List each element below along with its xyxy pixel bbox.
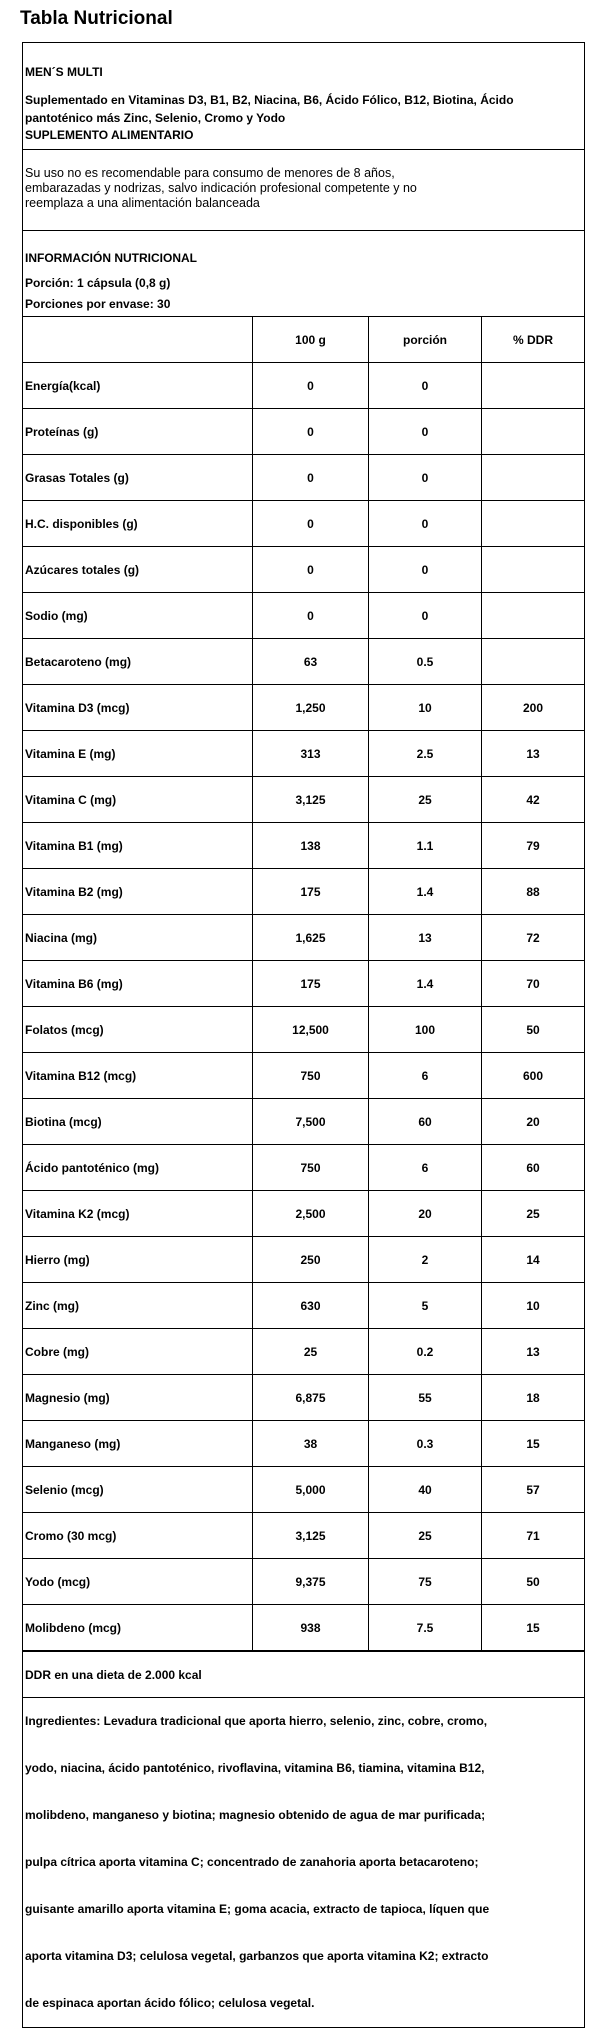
per-100g-value: 7,500 [253, 1099, 369, 1145]
table-header-row [23, 317, 584, 363]
ddr-note: DDR en una dieta de 2.000 kcal [23, 1652, 584, 1698]
table-row [23, 1421, 584, 1467]
per-100g-value: 175 [253, 869, 369, 915]
per-100g-value: 3,125 [253, 1513, 369, 1559]
per-portion-value: 75 [369, 1559, 482, 1605]
nutrient-name: Manganeso (mg) [23, 1421, 253, 1467]
per-portion-value: 7.5 [369, 1605, 482, 1651]
nutrient-name: Folatos (mcg) [23, 1007, 253, 1053]
per-portion-value: 0 [369, 455, 482, 501]
ingredients-line: yodo, niacina, ácido pantoténico, rivoflavina, vitamina B6, tiamina, vitamina B12, [25, 1761, 485, 1775]
table-row [23, 823, 584, 869]
table-row [23, 1329, 584, 1375]
product-description-line-1: Suplementado en Vitaminas D3, B1, B2, Niacina, B6, Ácido Fólico, B12, Biotina, Ácido [25, 93, 514, 107]
table-row [23, 455, 584, 501]
per-100g-value: 0 [253, 547, 369, 593]
table-row [23, 593, 584, 639]
per-100g-value: 6,875 [253, 1375, 369, 1421]
nutrient-name: H.C. disponibles (g) [23, 501, 253, 547]
per-portion-value: 0.5 [369, 639, 482, 685]
per-portion-value: 0 [369, 593, 482, 639]
ddr-percent [482, 593, 585, 639]
ddr-percent: 10 [482, 1283, 585, 1329]
nutrient-name: Cobre (mg) [23, 1329, 253, 1375]
portion-text: Porción: 1 cápsula (0,8 g) [25, 276, 171, 290]
per-portion-value: 0 [369, 409, 482, 455]
info-section [23, 231, 584, 317]
table-row [23, 1099, 584, 1145]
ddr-percent: 200 [482, 685, 585, 731]
ddr-percent: 50 [482, 1007, 585, 1053]
ddr-percent: 88 [482, 869, 585, 915]
table-row [23, 1283, 584, 1329]
nutrient-name: Zinc (mg) [23, 1283, 253, 1329]
ingredients-line: aporta vitamina D3; celulosa vegetal, garbanzos que aporta vitamina K2; extracto [25, 1949, 489, 1963]
nutrient-name: Sodio (mg) [23, 593, 253, 639]
nutrient-name: Vitamina B2 (mg) [23, 869, 253, 915]
ddr-percent: 57 [482, 1467, 585, 1513]
ddr-percent: 13 [482, 1329, 585, 1375]
ddr-percent [482, 363, 585, 409]
per-portion-value: 25 [369, 777, 482, 823]
table-row [23, 409, 584, 455]
warning-line-1: Su uso no es recomendable para consumo de menores de 8 años, [25, 166, 395, 180]
info-heading: INFORMACIÓN NUTRICIONAL [25, 251, 197, 265]
table-row [23, 777, 584, 823]
ddr-percent: 79 [482, 823, 585, 869]
nutrient-name: Selenio (mcg) [23, 1467, 253, 1513]
ddr-percent [482, 455, 585, 501]
per-100g-value: 9,375 [253, 1559, 369, 1605]
table-row [23, 1145, 584, 1191]
column-header: porción [369, 317, 482, 363]
ddr-percent: 20 [482, 1099, 585, 1145]
per-100g-value: 630 [253, 1283, 369, 1329]
per-100g-value: 12,500 [253, 1007, 369, 1053]
per-portion-value: 0 [369, 501, 482, 547]
per-portion-value: 2 [369, 1237, 482, 1283]
ddr-percent: 25 [482, 1191, 585, 1237]
per-100g-value: 938 [253, 1605, 369, 1651]
nutrient-name: Molibdeno (mcg) [23, 1605, 253, 1651]
per-portion-value: 2.5 [369, 731, 482, 777]
table-row [23, 1559, 584, 1605]
nutrient-name: Vitamina K2 (mcg) [23, 1191, 253, 1237]
per-100g-value: 25 [253, 1329, 369, 1375]
nutrient-name: Biotina (mcg) [23, 1099, 253, 1145]
ddr-percent [482, 409, 585, 455]
per-portion-value: 10 [369, 685, 482, 731]
table-row [23, 1605, 584, 1651]
nutrient-name: Vitamina C (mg) [23, 777, 253, 823]
per-portion-value: 6 [369, 1145, 482, 1191]
nutrient-name: Vitamina B6 (mg) [23, 961, 253, 1007]
ddr-percent: 18 [482, 1375, 585, 1421]
ddr-percent: 70 [482, 961, 585, 1007]
per-portion-value: 25 [369, 1513, 482, 1559]
table-row [23, 1375, 584, 1421]
per-100g-value: 750 [253, 1145, 369, 1191]
per-100g-value: 5,000 [253, 1467, 369, 1513]
ingredients-section [23, 1698, 584, 2027]
column-header: % DDR [482, 317, 585, 363]
per-portion-value: 1.1 [369, 823, 482, 869]
table-row [23, 639, 584, 685]
per-portion-value: 100 [369, 1007, 482, 1053]
ddr-percent: 60 [482, 1145, 585, 1191]
per-portion-value: 6 [369, 1053, 482, 1099]
per-100g-value: 750 [253, 1053, 369, 1099]
per-portion-value: 40 [369, 1467, 482, 1513]
per-100g-value: 63 [253, 639, 369, 685]
per-portion-value: 1.4 [369, 869, 482, 915]
nutrient-name: Niacina (mg) [23, 915, 253, 961]
table-row [23, 869, 584, 915]
per-portion-value: 60 [369, 1099, 482, 1145]
table-row [23, 1467, 584, 1513]
ddr-percent: 13 [482, 731, 585, 777]
per-100g-value: 38 [253, 1421, 369, 1467]
nutrient-table [23, 317, 584, 1651]
nutrient-name: Grasas Totales (g) [23, 455, 253, 501]
per-portion-value: 13 [369, 915, 482, 961]
table-row [23, 1191, 584, 1237]
column-header [23, 317, 253, 363]
nutrient-name: Vitamina B1 (mg) [23, 823, 253, 869]
warning-line-2: embarazadas y nodrizas, salvo indicación profesional competente y no [25, 181, 417, 195]
per-100g-value: 2,500 [253, 1191, 369, 1237]
nutrient-name: Yodo (mcg) [23, 1559, 253, 1605]
ddr-percent: 72 [482, 915, 585, 961]
product-type: SUPLEMENTO ALIMENTARIO [25, 128, 194, 142]
ingredients-line: pulpa cítrica aporta vitamina C; concentrado de zanahoria aporta betacaroteno; [25, 1855, 479, 1869]
ddr-percent: 14 [482, 1237, 585, 1283]
nutrient-name: Ácido pantoténico (mg) [23, 1145, 253, 1191]
table-row [23, 1513, 584, 1559]
per-100g-value: 0 [253, 409, 369, 455]
per-portion-value: 55 [369, 1375, 482, 1421]
product-section [23, 43, 584, 150]
ddr-percent [482, 501, 585, 547]
ddr-percent [482, 639, 585, 685]
per-portion-value: 0.3 [369, 1421, 482, 1467]
per-100g-value: 313 [253, 731, 369, 777]
nutrient-name: Azúcares totales (g) [23, 547, 253, 593]
table-row [23, 547, 584, 593]
nutrient-table-section [23, 317, 584, 1652]
nutrient-name: Energía(kcal) [23, 363, 253, 409]
nutrient-name: Vitamina E (mg) [23, 731, 253, 777]
ddr-percent: 15 [482, 1421, 585, 1467]
per-100g-value: 175 [253, 961, 369, 1007]
per-portion-value: 0.2 [369, 1329, 482, 1375]
per-100g-value: 250 [253, 1237, 369, 1283]
ingredients-line: molibdeno, manganeso y biotina; magnesio obtenido de agua de mar purificada; [25, 1808, 486, 1822]
nutrient-name: Vitamina B12 (mcg) [23, 1053, 253, 1099]
warning-section [23, 150, 584, 231]
page-title: Tabla Nutricional [20, 8, 173, 29]
table-row [23, 915, 584, 961]
servings-text: Porciones por envase: 30 [25, 297, 171, 311]
table-row [23, 363, 584, 409]
nutrient-name: Proteínas (g) [23, 409, 253, 455]
per-100g-value: 1,250 [253, 685, 369, 731]
table-row [23, 961, 584, 1007]
column-header: 100 g [253, 317, 369, 363]
per-100g-value: 0 [253, 363, 369, 409]
table-row [23, 1237, 584, 1283]
table-row [23, 1007, 584, 1053]
per-portion-value: 1.4 [369, 961, 482, 1007]
per-portion-value: 0 [369, 547, 482, 593]
product-name: MEN´S MULTI [25, 65, 103, 79]
table-row [23, 1053, 584, 1099]
nutrient-name: Hierro (mg) [23, 1237, 253, 1283]
ddr-percent: 42 [482, 777, 585, 823]
per-portion-value: 20 [369, 1191, 482, 1237]
per-100g-value: 1,625 [253, 915, 369, 961]
ingredients-line: guisante amarillo aporta vitamina E; goma acacia, extracto de tapioca, líquen que [25, 1902, 490, 1916]
table-row [23, 731, 584, 777]
per-100g-value: 138 [253, 823, 369, 869]
per-100g-value: 0 [253, 593, 369, 639]
nutrient-name: Cromo (30 mcg) [23, 1513, 253, 1559]
nutrient-name: Magnesio (mg) [23, 1375, 253, 1421]
warning-line-3: reemplaza a una alimentación balanceada [25, 196, 260, 210]
per-100g-value: 0 [253, 455, 369, 501]
ingredients-line: de espinaca aportan ácido fólico; celulosa vegetal. [25, 1996, 315, 2010]
per-100g-value: 3,125 [253, 777, 369, 823]
ddr-percent [482, 547, 585, 593]
nutrient-name: Vitamina D3 (mcg) [23, 685, 253, 731]
per-100g-value: 0 [253, 501, 369, 547]
ddr-percent: 600 [482, 1053, 585, 1099]
ddr-percent: 50 [482, 1559, 585, 1605]
ddr-percent: 15 [482, 1605, 585, 1651]
per-portion-value: 5 [369, 1283, 482, 1329]
table-row [23, 501, 584, 547]
ddr-percent: 71 [482, 1513, 585, 1559]
nutrition-label [22, 42, 585, 2028]
table-row [23, 685, 584, 731]
product-description-line-2: pantoténico más Zinc, Selenio, Cromo y Yodo [25, 111, 286, 125]
per-portion-value: 0 [369, 363, 482, 409]
ingredients-line: Ingredientes: Levadura tradicional que aporta hierro, selenio, zinc, cobre, cromo, [25, 1714, 488, 1728]
nutrient-name: Betacaroteno (mg) [23, 639, 253, 685]
